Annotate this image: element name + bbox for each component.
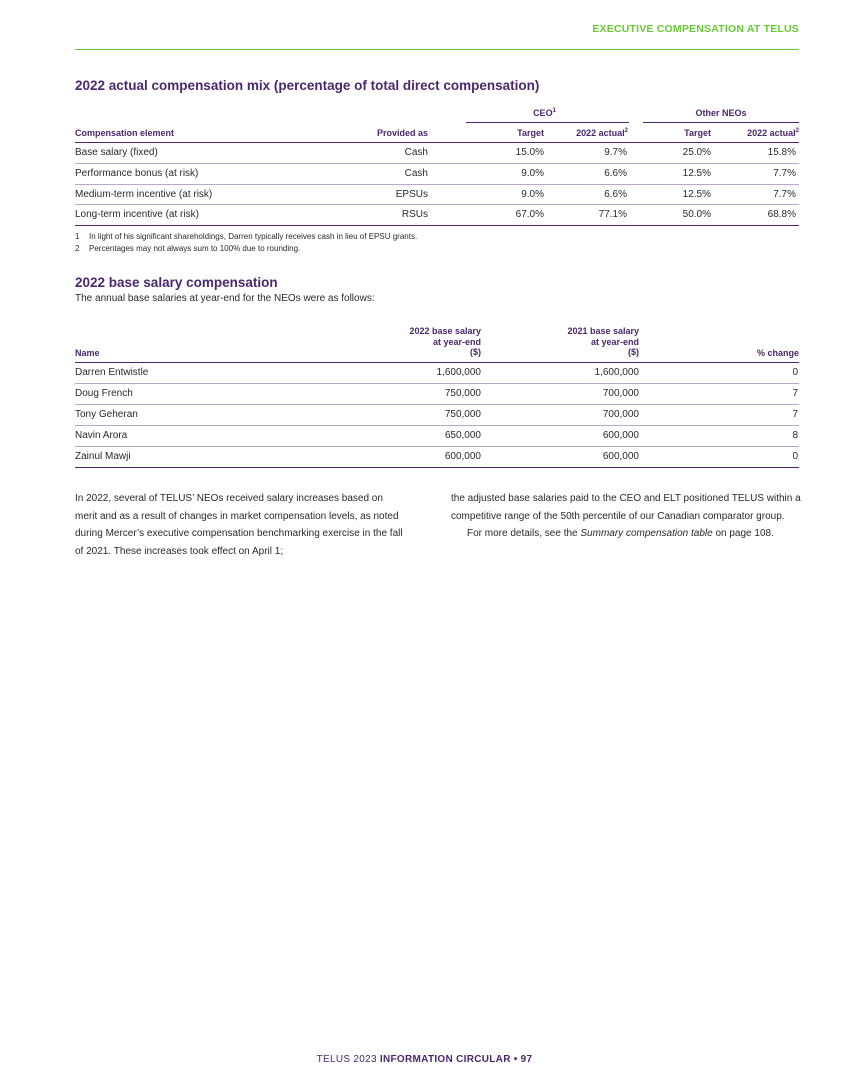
table-row bbox=[75, 383, 799, 404]
cell-element: Base salary (fixed) bbox=[75, 147, 158, 158]
cell-salary-2021: 700,000 bbox=[602, 409, 639, 420]
table-row bbox=[75, 425, 799, 446]
cell-name: Zainul Mawji bbox=[75, 451, 131, 462]
col-head-name: Name bbox=[75, 348, 100, 358]
section-header: EXECUTIVE COMPENSATION AT TELUS bbox=[592, 23, 799, 35]
footnote: 1 In light of his significant shareholdings, Darren typically receives cash in lieu of EPSU grants. bbox=[75, 232, 418, 241]
cell-salary-2021: 600,000 bbox=[602, 451, 639, 462]
cell-pct-change: 0 bbox=[792, 367, 798, 378]
body-paragraph-left: In 2022, several of TELUS’ NEOs received salary increases based on merit and as a result of changes in market compensation levels, as noted during Mercer’s executive compensation benchmarking exercise in the fall of 2021. These increases took effect on April 1; bbox=[75, 493, 403, 557]
cell-provided-as: RSUs bbox=[401, 209, 428, 220]
page-footer: TELUS 2023 INFORMATION CIRCULAR • 97 bbox=[316, 1054, 533, 1065]
table-row bbox=[75, 184, 799, 205]
cell-ceo-actual: 9.7% bbox=[604, 147, 627, 158]
cell-element: Medium-term incentive (at risk) bbox=[75, 189, 213, 200]
cell-ceo-actual: 77.1% bbox=[598, 209, 627, 220]
cell-other-actual: 7.7% bbox=[773, 168, 796, 179]
col-head-ceo-target: Target bbox=[517, 128, 544, 138]
cell-salary-2022: 600,000 bbox=[444, 451, 481, 462]
salary-table-intro: The annual base salaries at year-end for the NEOs were as follows: bbox=[75, 293, 375, 304]
cell-element: Long-term incentive (at risk) bbox=[75, 209, 199, 220]
col-head-salary-2022: 2022 base salary at year-end ($) bbox=[409, 326, 481, 357]
col-head-other-target: Target bbox=[684, 128, 711, 138]
cell-ceo-target: 9.0% bbox=[521, 189, 544, 200]
mix-table-footnotes bbox=[75, 232, 417, 256]
cell-salary-2021: 600,000 bbox=[602, 430, 639, 441]
col-head-provided-as: Provided as bbox=[376, 128, 428, 138]
col-head-salary-2021: 2021 base salary at year-end ($) bbox=[567, 326, 639, 357]
cell-other-target: 12.5% bbox=[682, 189, 711, 200]
table-row bbox=[75, 204, 799, 226]
other-neos-group-rule bbox=[643, 122, 799, 123]
cell-other-target: 50.0% bbox=[682, 209, 711, 220]
cell-provided-as: EPSUs bbox=[395, 189, 428, 200]
col-head-ceo-actual: 2022 actual$^2$ bbox=[576, 128, 628, 138]
cell-ceo-actual: 6.6% bbox=[604, 189, 627, 200]
footnote: 2 Percentages may not always sum to 100% due to rounding. bbox=[75, 244, 301, 253]
header-divider bbox=[75, 49, 799, 50]
cell-name: Navin Arora bbox=[75, 430, 128, 441]
cell-name: Tony Geheran bbox=[75, 409, 138, 420]
table-row bbox=[75, 446, 799, 468]
cell-provided-as: Cash bbox=[404, 147, 428, 158]
cell-ceo-target: 9.0% bbox=[521, 168, 544, 179]
col-head-other-actual: 2022 actual$^2$ bbox=[747, 128, 799, 138]
cell-salary-2021: 1,600,000 bbox=[594, 367, 639, 378]
body-column-right bbox=[451, 490, 801, 543]
ceo-group-rule bbox=[466, 122, 629, 123]
col-head-element: Compensation element bbox=[75, 128, 175, 138]
salary-table-title: 2022 base salary compensation bbox=[75, 275, 278, 290]
cell-salary-2022: 650,000 bbox=[444, 430, 481, 441]
table-row bbox=[75, 163, 799, 184]
cell-element: Performance bonus (at risk) bbox=[75, 168, 199, 179]
cell-ceo-target: 67.0% bbox=[515, 209, 544, 220]
mix-table-title: 2022 actual compensation mix (percentage of total direct compensation) bbox=[75, 78, 540, 93]
cell-ceo-actual: 6.6% bbox=[604, 168, 627, 179]
summary-table-reference: Summary compensation table bbox=[580, 528, 713, 539]
cell-name: Doug French bbox=[75, 388, 133, 399]
col-head-pct-change: % change bbox=[756, 348, 799, 358]
body-paragraph-reference: For more details, see the Summary compensation table on page 108. bbox=[467, 528, 774, 539]
body-paragraph-right: the adjusted base salaries paid to the CEO and ELT positioned TELUS within a competitive range of the 50th percentile of our Canadian comparator group. bbox=[451, 493, 801, 522]
table-row bbox=[75, 362, 799, 383]
cell-salary-2022: 1,600,000 bbox=[436, 367, 481, 378]
cell-pct-change: 8 bbox=[792, 430, 798, 441]
cell-other-target: 12.5% bbox=[682, 168, 711, 179]
table-row bbox=[75, 404, 799, 425]
cell-other-actual: 15.8% bbox=[767, 147, 796, 158]
cell-salary-2022: 750,000 bbox=[444, 409, 481, 420]
cell-other-target: 25.0% bbox=[682, 147, 711, 158]
cell-pct-change: 7 bbox=[792, 388, 798, 399]
cell-pct-change: 0 bbox=[792, 451, 798, 462]
cell-other-actual: 68.8% bbox=[767, 209, 796, 220]
cell-salary-2021: 700,000 bbox=[602, 388, 639, 399]
ceo-group-header: CEO$^1$ bbox=[533, 108, 556, 118]
table-row bbox=[75, 142, 799, 163]
cell-ceo-target: 15.0% bbox=[515, 147, 544, 158]
cell-pct-change: 7 bbox=[792, 409, 798, 420]
cell-name: Darren Entwistle bbox=[75, 367, 149, 378]
cell-provided-as: Cash bbox=[404, 168, 428, 179]
other-neos-group-header: Other NEOs bbox=[695, 108, 747, 118]
cell-salary-2022: 750,000 bbox=[444, 388, 481, 399]
cell-other-actual: 7.7% bbox=[773, 189, 796, 200]
